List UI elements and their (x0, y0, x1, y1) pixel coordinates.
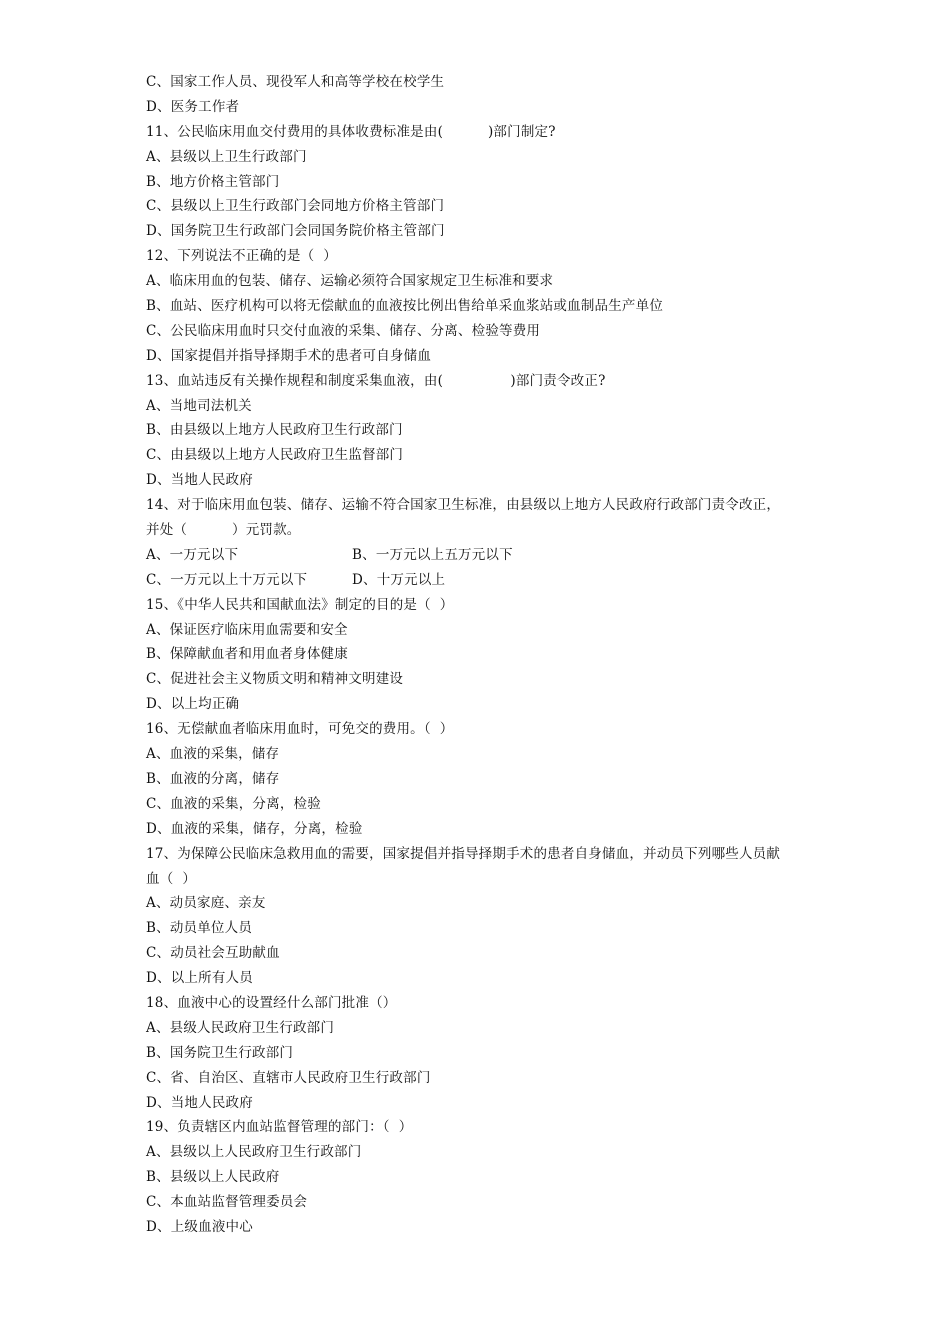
q13-stem: 13、血站违反有关操作规程和制度采集血液，由( )部门责令改正? (146, 372, 606, 389)
q16-option-c: C、血液的采集，分离，检验 (146, 795, 321, 812)
q13-option-b: B、由县级以上地方人民政府卫生行政部门 (146, 422, 403, 439)
q16-stem: 16、无偿献血者临床用血时，可免交的费用。（ ） (146, 721, 454, 738)
q15-option-c: C、促进社会主义物质文明和精神文明建设 (146, 671, 404, 688)
q18-option-d: D、当地人民政府 (146, 1094, 253, 1111)
q12-option-c: C、公民临床用血时只交付血液的采集、储存、分离、检验等费用 (146, 322, 541, 339)
q17-option-d: D、以上所有人员 (146, 970, 253, 987)
q15-option-a: A、保证医疗临床用血需要和安全 (146, 621, 348, 638)
q11-option-b: B、地方价格主管部门 (146, 173, 280, 190)
q16-option-a: A、血液的采集，储存 (146, 746, 280, 763)
q11-option-c: C、县级以上卫生行政部门会同地方价格主管部门 (146, 198, 445, 215)
q18-stem: 18、血液中心的设置经什么部门批准（） (146, 994, 397, 1011)
q14-stem-line2: 并处（ ）元罚款。 (146, 522, 301, 539)
q18-option-b: B、国务院卫生行政部门 (146, 1044, 294, 1061)
q17-option-b: B、动员单位人员 (146, 920, 253, 937)
q19-stem: 19、负责辖区内血站监督管理的部门：（ ） (146, 1119, 413, 1136)
q19-option-c: C、本血站监督管理委员会 (146, 1194, 308, 1211)
q17-option-a: A、动员家庭、亲友 (146, 895, 266, 912)
q16-option-b: B、血液的分离，储存 (146, 770, 280, 787)
q10-option-c: C、国家工作人员、现役军人和高等学校在校学生 (146, 74, 445, 90)
q15-option-d: D、以上均正确 (146, 696, 240, 713)
q11-option-d: D、国务院卫生行政部门会同国务院价格主管部门 (146, 223, 445, 240)
q10-option-d: D、医务工作者 (146, 98, 240, 115)
q14-options-row2 (146, 568, 826, 593)
q13-option-d: D、当地人民政府 (146, 472, 253, 489)
q14-option-c: C、一万元以上十万元以下 (146, 571, 308, 588)
q12-option-d: D、国家提倡并指导择期手术的患者可自身储血 (146, 347, 432, 364)
q17-stem-line2: 血（ ） (146, 870, 197, 887)
q13-option-a: A、当地司法机关 (146, 397, 252, 414)
document-page (146, 70, 826, 1240)
q14-option-b: B、一万元以上五万元以下 (352, 546, 513, 563)
q14-options-row1 (146, 543, 826, 568)
q16-option-d: D、血液的采集，储存，分离，检验 (146, 820, 363, 837)
q19-option-a: A、县级以上人民政府卫生行政部门 (146, 1144, 362, 1161)
q17-stem-line1: 17、为保障公民临床急救用血的需要，国家提倡并指导择期手术的患者自身储血，并动员下列哪些人员献 (146, 845, 781, 862)
q12-option-b: B、血站、医疗机构可以将无偿献血的血液按比例出售给单采血浆站或血制品生产单位 (146, 298, 664, 315)
q11-option-a: A、县级以上卫生行政部门 (146, 148, 307, 165)
q11-stem: 11、公民临床用血交付费用的具体收费标准是由( )部门制定? (146, 123, 556, 140)
q18-option-c: C、省、自治区、直辖市人民政府卫生行政部门 (146, 1069, 431, 1086)
q19-option-d: D、上级血液中心 (146, 1218, 253, 1235)
q15-option-b: B、保障献血者和用血者身体健康 (146, 646, 348, 663)
q17-option-c: C、动员社会互助献血 (146, 945, 280, 962)
q12-option-a: A、临床用血的包装、储存、运输必须符合国家规定卫生标准和要求 (146, 273, 554, 290)
q12-stem: 12、下列说法不正确的是（ ） (146, 248, 337, 265)
q14-option-a: A、一万元以下 (146, 546, 239, 563)
q18-option-a: A、县级人民政府卫生行政部门 (146, 1019, 335, 1036)
q15-stem: 15、《中华人民共和国献血法》制定的目的是（ ） (146, 596, 454, 613)
q19-option-b: B、县级以上人民政府 (146, 1169, 280, 1186)
q14-option-d: D、十万元以上 (352, 571, 446, 588)
q14-stem-line1: 14、对于临床用血包装、储存、运输不符合国家卫生标准，由县级以上地方人民政府行政部门责令改正， (146, 497, 781, 514)
q13-option-c: C、由县级以上地方人民政府卫生监督部门 (146, 447, 404, 464)
